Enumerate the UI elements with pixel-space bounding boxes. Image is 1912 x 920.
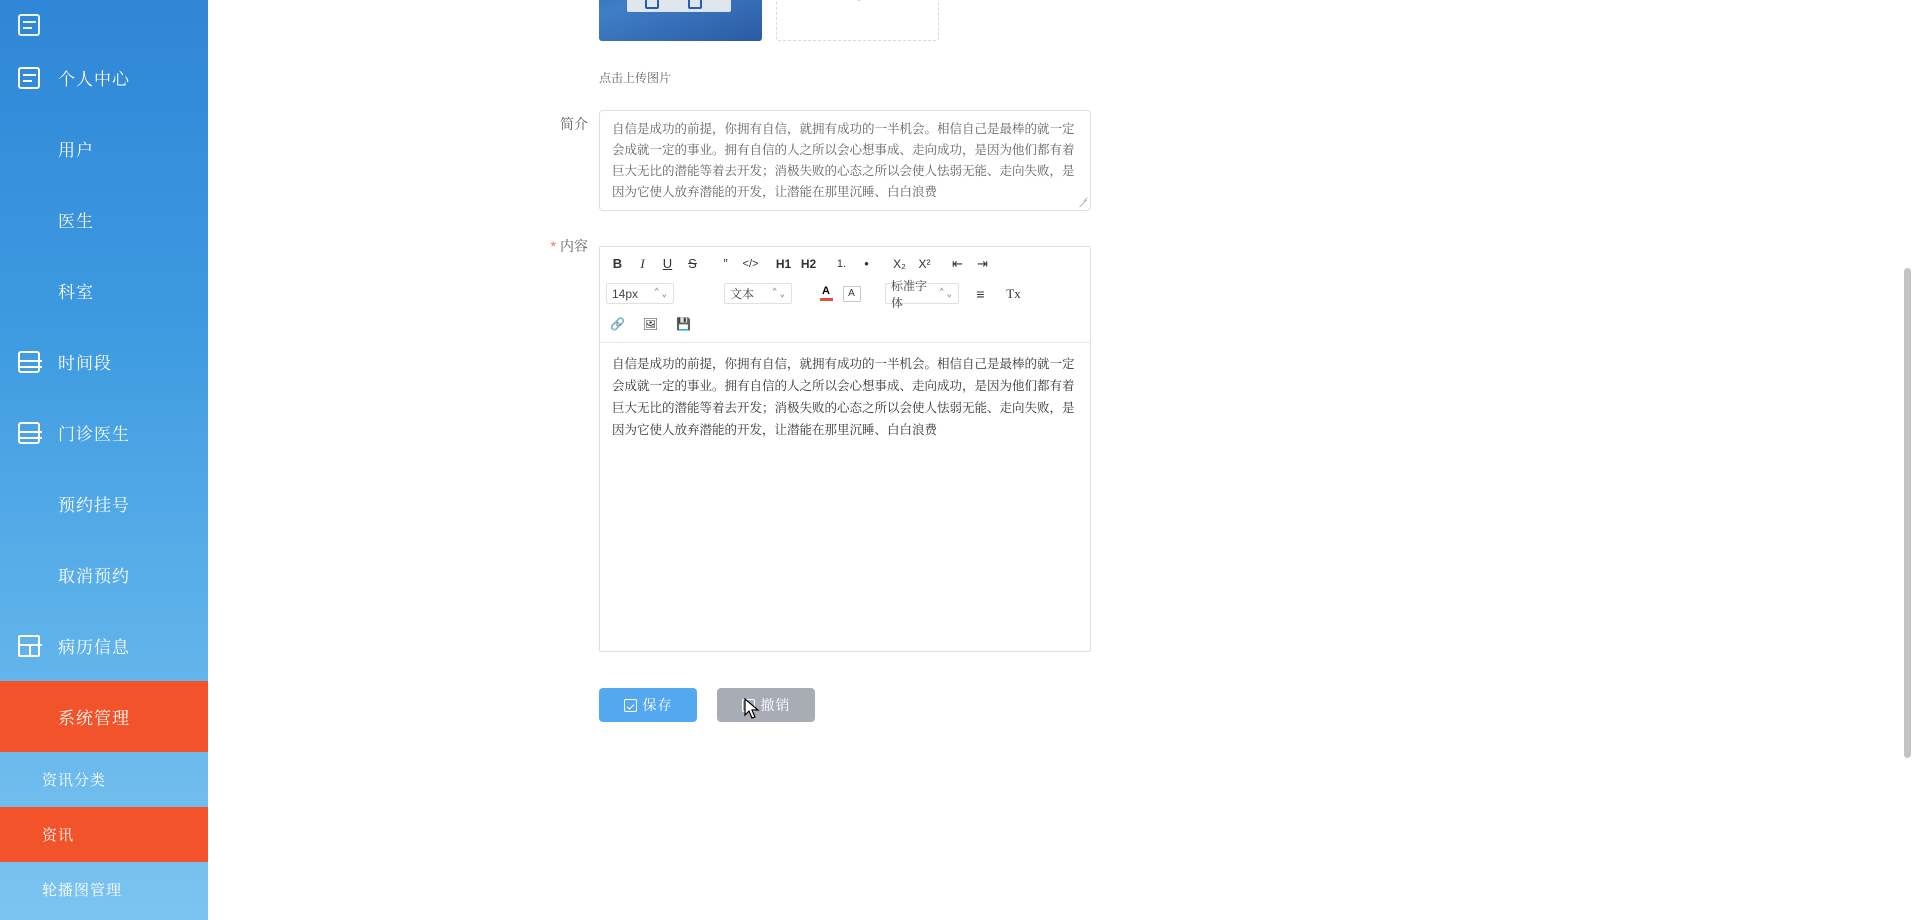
editor-content-area[interactable]: 自信是成功的前提，你拥有自信，就拥有成功的一半机会。相信自己是最棒的就一定会成就一定的事业。拥有自信的人之所以会心想事成、走向成功，是因为他们都有着巨大无比的潜能等着去开发；消极失败的心态之所以会使人怯弱无能、走向失败，是因为它使人放弃潜能的开发，让潜能在那里沉睡、白白浪费	[612, 357, 1075, 437]
highlight-label: A	[848, 288, 855, 299]
sidebar-item-appointments[interactable]	[0, 468, 208, 539]
sidebar-item-label: 科室	[58, 283, 94, 302]
undo-icon	[742, 699, 755, 712]
font-color-swatch	[820, 298, 833, 301]
image-upload-row	[599, 0, 939, 41]
indent-button[interactable]: ⇥	[977, 255, 988, 271]
font-family-value: 标准字体	[891, 278, 928, 310]
upload-hint-text: 点击上传图片	[599, 71, 672, 85]
save-draft-button[interactable]: 💾	[676, 316, 691, 331]
sidebar	[0, 0, 208, 920]
text-style-value: 文本	[730, 287, 755, 301]
chevron-updown-icon: ⌃⌄	[652, 285, 668, 301]
font-family-select[interactable]	[885, 278, 959, 310]
lines-icon	[18, 422, 40, 444]
underline-button[interactable]: U	[662, 256, 673, 271]
font-color-button[interactable]	[816, 283, 836, 305]
text-style-select[interactable]	[724, 283, 792, 304]
sidebar-item-label: 预约挂号	[58, 496, 130, 515]
thumbnail-overlay-bar	[627, 0, 731, 12]
sidebar-subitem-label: 资讯分类	[42, 772, 107, 789]
sidebar-item-label: 病历信息	[58, 638, 130, 657]
font-size-select[interactable]	[606, 283, 674, 304]
scrollbar-thumb[interactable]	[1904, 268, 1911, 758]
content-label	[498, 236, 588, 256]
grid-icon	[18, 493, 40, 515]
save-button[interactable]	[599, 688, 697, 722]
sidebar-item-label: 时间段	[58, 354, 112, 373]
card-icon	[18, 14, 40, 36]
heading2-button[interactable]: H2	[800, 256, 817, 271]
table-icon	[18, 635, 40, 657]
grid-icon	[18, 280, 40, 302]
uploaded-image-thumbnail[interactable]	[599, 0, 762, 41]
strikethrough-button[interactable]: S	[688, 256, 697, 271]
link-button[interactable]: 🔗	[610, 316, 625, 331]
font-color-label: A	[822, 285, 830, 297]
grid-icon	[18, 138, 40, 160]
bold-button[interactable]: B	[612, 256, 623, 271]
add-image-button[interactable]	[776, 0, 939, 41]
sidebar-item-label: 取消预约	[58, 567, 130, 586]
sidebar-item-label: 医生	[58, 212, 94, 231]
highlight-color-button[interactable]	[840, 283, 863, 305]
bullet-list-button[interactable]: •	[864, 256, 869, 271]
content-label-text: 内容	[560, 238, 588, 254]
required-asterisk: *	[550, 238, 556, 254]
highlight-box-icon	[843, 286, 861, 302]
font-size-value: 14px	[612, 286, 639, 301]
chevron-updown-icon: ⌃⌄	[937, 285, 953, 301]
superscript-button[interactable]: X²	[918, 256, 931, 271]
blockquote-button[interactable]: ”	[723, 256, 728, 271]
sidebar-subitem-news-category[interactable]	[0, 752, 208, 807]
thumbnail-icon-right	[688, 0, 702, 9]
italic-button[interactable]: I	[640, 255, 645, 271]
cancel-button-label: 撤销	[760, 697, 791, 713]
image-button[interactable]: 🖼	[642, 316, 659, 331]
toolbar-row-1	[606, 251, 1084, 276]
toolbar-row-2	[606, 278, 1084, 310]
chevron-updown-icon: ⌃⌄	[770, 285, 786, 301]
check-icon	[624, 699, 637, 712]
clear-format-button[interactable]: Tx	[1006, 285, 1021, 301]
intro-label: 简介	[560, 116, 588, 132]
card-icon	[18, 67, 40, 89]
sidebar-item-label: 门诊医生	[58, 425, 130, 444]
editor-toolbar	[600, 247, 1090, 343]
save-button-label: 保存	[642, 697, 673, 713]
sidebar-item-partial-top[interactable]	[0, 0, 208, 42]
align-button[interactable]: ≡	[976, 285, 985, 302]
intro-textarea[interactable]	[599, 110, 1091, 211]
sidebar-item-users[interactable]	[0, 113, 208, 184]
sidebar-item-label: 个人中心	[58, 70, 130, 89]
grid-icon	[18, 706, 40, 728]
sidebar-item-departments[interactable]	[0, 255, 208, 326]
ordered-list-button[interactable]: 1.	[836, 257, 847, 270]
sidebar-item-time-slots[interactable]	[0, 326, 208, 397]
heading1-button[interactable]: H1	[775, 256, 792, 271]
sidebar-item-personal-center[interactable]	[0, 42, 208, 113]
lines-icon	[18, 351, 40, 373]
sidebar-item-clinic-doctors[interactable]	[0, 397, 208, 468]
plus-icon	[858, 0, 860, 1]
vertical-scrollbar[interactable]	[1903, 0, 1912, 920]
subscript-button[interactable]: X₂	[893, 256, 906, 271]
sidebar-item-cancel-appointments[interactable]	[0, 539, 208, 610]
outdent-button[interactable]: ⇤	[952, 255, 963, 271]
sidebar-item-label: 系统管理	[58, 709, 130, 728]
rich-text-editor	[599, 246, 1091, 652]
code-button[interactable]: </>	[742, 257, 759, 270]
sidebar-subitem-label: 轮播图管理	[42, 882, 123, 899]
grid-icon	[18, 209, 40, 231]
grid-icon	[18, 564, 40, 586]
sidebar-item-label: 用户	[58, 141, 94, 160]
cancel-button[interactable]	[717, 688, 815, 722]
thumbnail-icon-left	[645, 0, 659, 9]
sidebar-subitem-news[interactable]	[0, 807, 208, 862]
sidebar-item-medical-records[interactable]	[0, 610, 208, 681]
sidebar-subitem-label: 资讯	[42, 827, 75, 844]
main-content	[208, 0, 1912, 920]
sidebar-subitem-carousel-management[interactable]	[0, 862, 208, 917]
sidebar-item-system-management[interactable]	[0, 681, 208, 752]
sidebar-item-doctors[interactable]	[0, 184, 208, 255]
toolbar-row-3	[606, 311, 1084, 336]
